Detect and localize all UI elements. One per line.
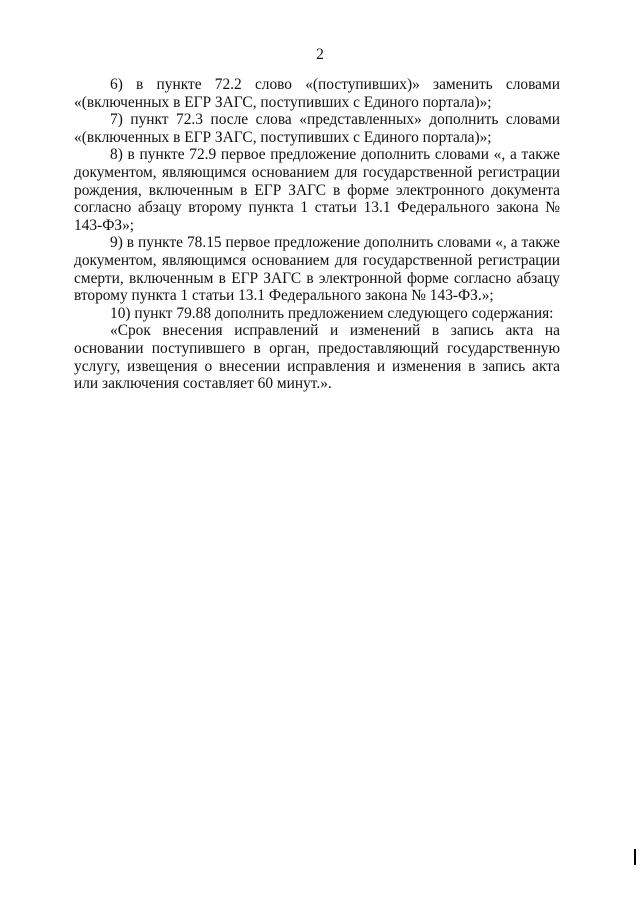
scan-edge-mark [634, 849, 636, 865]
paragraph-item-8: 8) в пункте 72.9 первое предложение дополнить словами «, а также документом, являющимся основанием для государственной регистрации рождения, включенным в ЕГР ЗАГС в форме электронного документа согласно абзацу второму пункта 1 статьи 13.1 Федерального закона № 143-ФЗ»; [74, 146, 560, 234]
paragraph-item-6: 6) в пункте 72.2 слово «(поступивших)» заменить словами «(включенных в ЕГР ЗАГС, поступивших с Единого портала)»; [74, 76, 560, 111]
paragraph-item-10: 10) пункт 79.88 дополнить предложением следующего содержания: [110, 304, 554, 322]
paragraph-item-9: 9) в пункте 78.15 первое предложение дополнить словами «, а также документом, являющимся основанием для государственной регистрации смерти, включенным в ЕГР ЗАГС в электронной форме согласно абзацу второму пункта 1 статьи 13.1 Федерального закона № 143-ФЗ.»; [74, 234, 560, 305]
paragraph-item-7: 7) пункт 72.3 после слова «представленных» дополнить словами «(включенных в ЕГР ЗАГС, поступивших с Единого портала)»; [74, 111, 560, 146]
paragraph-quote: «Срок внесения исправлений и изменений в запись акта на основании поступившего в орган, предоставляющий государственную услугу, извещения о внесении исправления и изменения в запись акта или заключения составляет 60 минут.». [74, 322, 560, 393]
page-number: 2 [316, 46, 324, 63]
document-body [74, 76, 560, 393]
